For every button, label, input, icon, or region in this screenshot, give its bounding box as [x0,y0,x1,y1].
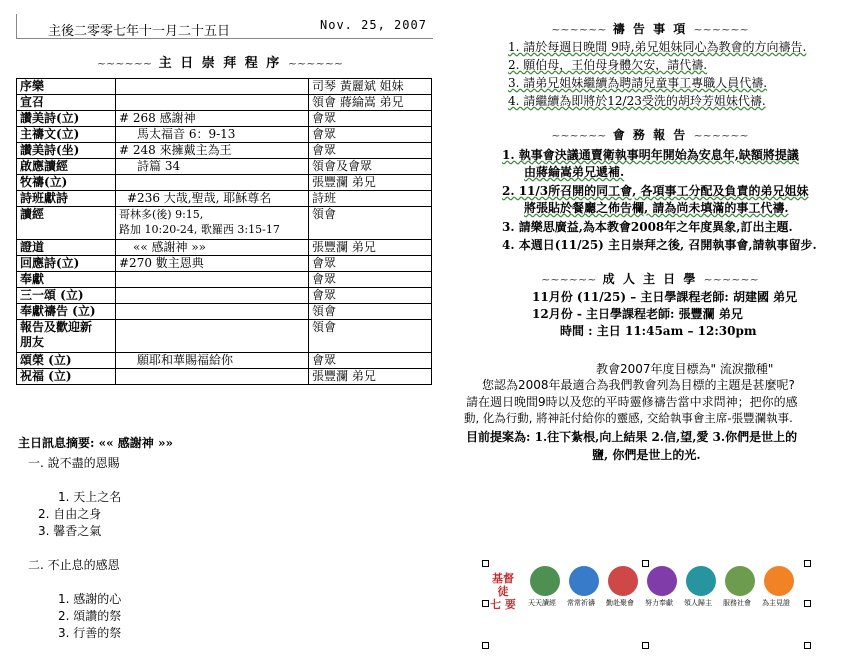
program-row [17,240,432,256]
program-content [116,127,309,143]
prayer-item: 4. 請繼續為即將於12/23受洗的胡玲芳姐妹代禱. [508,94,766,108]
program-person [309,207,432,240]
affairs-item-4 [502,236,817,253]
prayer-title [520,20,780,37]
program-item [17,369,116,385]
program-item-label: 序樂 [20,79,45,93]
program-item [17,127,116,143]
program-person-text: 張豐瀾 弟兄 [312,369,376,383]
prayer-item: 1. 請於每週日晚間 9時,弟兄姐妹同心為教會的方向禱告. [508,40,807,54]
program-content-text: 哥林多(後) 9:15, [119,208,204,221]
program-row [17,353,432,369]
program-content [116,143,309,159]
affairs-item-1 [502,146,799,180]
affairs-line: 4. 本週日(11/25) 主日崇拜之後, 召開執事會,請執事留步. [502,238,817,252]
program-person [309,159,432,175]
program-person [309,369,432,385]
program-item-label: 牧禱(立) [20,175,68,189]
program-row [17,79,432,95]
prayer-title-label: 禱 告 事 項 [612,22,688,36]
program-item [17,175,116,191]
squiggle-right: ~~~~~~ [693,129,749,142]
program-item [17,353,116,369]
adult-school-title-label: 成 人 主 日 學 [602,272,698,286]
program-row [17,111,432,127]
program-row [17,288,432,304]
program-content [116,111,309,127]
program-row [17,95,432,111]
program-item [17,111,116,127]
squiggle-right: ~~~~~~ [287,57,344,70]
program-person [309,127,432,143]
squiggle-left: ~~~~~~ [96,57,153,70]
program-content [116,288,309,304]
vision-line: 您認為2008年最適合為我們教會列為目標的主題是甚麼呢? [482,378,795,392]
program-person-text: 領會 [312,320,337,334]
program-content-text: 馬太福音 6：9-13 [137,127,236,141]
sermon-part2-item: 3. 行善的祭 [58,626,122,640]
program-person-text: 領會 [312,304,337,318]
program-content [116,95,309,111]
program-row [17,369,432,385]
adult-school-line: 時間 : 主日 11:45am – 12:30pm [560,324,757,338]
date-chinese: 主後二零零七年十一月二十五日 [48,24,231,39]
sermon-part1-item: 1. 天上之名 [58,490,122,504]
affairs-line: 1. 執事會決議通賣衛執事明年開始為安息年,缺額將提議 [502,148,799,162]
program-item-label: 奉獻 [20,272,45,286]
worship-program-table [16,78,432,385]
selection-handle[interactable] [642,642,649,649]
program-body [17,79,432,385]
program-item-label: 讀經 [20,207,45,221]
program-content [116,353,309,369]
program-item-label: 回應詩(立) [20,256,80,270]
program-person [309,79,432,95]
program-person-text: 會眾 [312,143,337,157]
sermon-part1-item: 2. 自由之身 [38,507,102,521]
program-person [309,288,432,304]
program-item-label: 奉獻禱告 (立) [20,304,96,318]
program-item-label: 朋友 [20,335,45,349]
program-person-text: 領會及會眾 [312,159,373,173]
program-content [116,191,309,207]
vision-line: 目前提案為: 1.往下紮根,向上結果 2.信,望,愛 3.你們是世上的 [466,430,798,444]
program-content-text: #270 數主恩典 [119,256,204,270]
program-person-text: 領會 [312,207,337,221]
logo-title-line: 基督徒 [492,572,514,598]
program-content [116,369,309,385]
worship-order-title [90,52,350,71]
affairs-title-label: 會 務 報 告 [612,128,688,142]
logo-caption: 常常祈禱 [567,599,595,607]
program-person-text: 會眾 [312,111,337,125]
program-person [309,175,432,191]
squiggle-left: ~~~~~~ [551,23,607,36]
program-item [17,288,116,304]
program-person-text: 會眾 [312,272,337,286]
logo-figure-icon [686,566,716,596]
program-content-text: #236 大哉,聖哉, 耶穌尊名 [127,191,272,205]
program-item-label: 宣召 [20,95,45,109]
program-item [17,95,116,111]
program-row [17,304,432,320]
program-row [17,272,432,288]
sermon-heading: 主日訊息摘要: «« 感謝神 »» [18,436,173,450]
program-person [309,191,432,207]
selection-handle[interactable] [804,600,811,607]
program-item [17,207,116,240]
affairs-line: 3. 請樂思廣益,為本教會2008年之年度異象,訂出主題. [502,220,793,234]
program-person [309,143,432,159]
program-person-text: 詩班 [312,191,337,205]
program-content-text: «« 感謝神 »» [133,240,206,254]
program-person [309,111,432,127]
program-item [17,240,116,256]
adult-school-line: 11月份 (11/25) – 主日學課程老師: 胡建國 弟兄 [532,290,798,304]
program-item [17,272,116,288]
program-row [17,143,432,159]
program-content [116,175,309,191]
program-item [17,79,116,95]
program-item-label: 主禱文(立) [20,127,80,141]
program-item-label: 讚美詩(坐) [20,143,80,157]
sermon-part2-item: 2. 頌讚的祭 [58,609,122,623]
program-person [309,353,432,369]
squiggle-right: ~~~~~~ [703,273,759,286]
program-content [116,79,309,95]
prayer-item: 3. 請弟兄姐妹繼續為聘請兒童事工專職人員代禱. [508,76,768,90]
vision-line: 鹽, 你們是世上的光. [592,448,701,462]
program-item [17,143,116,159]
program-person [309,240,432,256]
program-item-label: 詩班獻詩 [20,191,69,205]
program-person-text: 會眾 [312,288,337,302]
program-content [116,272,309,288]
seven-essentials-logo[interactable] [482,560,812,650]
squiggle-left: ~~~~~~ [551,129,607,142]
header-left-border [16,14,17,38]
logo-figure-icon [569,566,599,596]
sermon-part2-item: 1. 感謝的心 [58,592,122,606]
affairs-line: 由蔣綸嵩弟兄遞補. [524,165,625,179]
program-content [116,256,309,272]
logo-caption: 服務社會 [723,599,751,607]
logo-figure-icon [725,566,755,596]
program-person [309,256,432,272]
program-person [309,95,432,111]
program-content [116,320,309,353]
date-english: Nov. 25, 2007 [320,18,427,32]
program-content [116,240,309,256]
program-item-label: 祝福 (立) [20,369,72,383]
program-person-text: 會眾 [312,353,337,367]
affairs-line: 2. 11/3所召開的同工會, 各項事工分配及負責的弟兄姐妹 [502,184,809,198]
program-content [116,207,309,240]
program-item [17,159,116,175]
program-row [17,256,432,272]
program-row [17,191,432,207]
sermon-part2-title: 二. 不止息的感恩 [28,558,120,572]
program-person [309,272,432,288]
selection-handle[interactable] [482,642,489,649]
prayer-item: 2. 願伯母，王伯母身體欠安，請代禱. [508,58,708,72]
program-content-text: 詩篇 34 [137,159,181,173]
vision-line: 動, 化為行動, 將神託付給你的靈感, 交給執事會主席-張豐瀾執事. [464,411,793,425]
logo-caption: 努力奉獻 [645,599,673,607]
program-content [116,304,309,320]
program-item-label: 報告及歡迎新 [20,320,93,334]
program-row [17,207,432,240]
program-item [17,320,116,353]
program-content-text: # 268 感謝神 [119,111,196,125]
selection-handle[interactable] [642,560,649,567]
program-person-text: 司琴 黃麗斌 姐妹 [312,79,404,93]
affairs-line: 將張貼於餐廳之佈告欄, 請為尚未填滿的事工代禱. [524,201,789,215]
worship-order-label: 主 日 崇 拜 程 序 [158,56,282,71]
vision-line: 教會2007年度目標為" 流淚撒種" [596,362,774,376]
selection-handle[interactable] [482,560,489,567]
program-content-text: 願耶和華賜福給你 [137,353,234,367]
adult-school-line: 12月份 - 主日學課程老師: 張豐瀾 弟兄 [532,307,743,321]
program-item-label: 頌榮 (立) [20,353,72,367]
logo-figure-icon [647,566,677,596]
affairs-item-2 [502,182,809,216]
program-content [116,159,309,175]
program-person-text: 張豐瀾 弟兄 [312,175,376,189]
program-item [17,256,116,272]
program-person-text: 會眾 [312,127,337,141]
affairs-item-3 [502,218,793,235]
logo-title-line: 七 要 [490,598,516,611]
program-person [309,320,432,353]
program-person-text: 張豐瀾 弟兄 [312,240,376,254]
vision-line: 請在週日晚間9時以及您的平時靈修禱告當中求問神；把你的感 [466,395,798,409]
program-person-text: 會眾 [312,256,337,270]
program-item [17,304,116,320]
selection-handle[interactable] [804,642,811,649]
program-row [17,320,432,353]
program-row [17,175,432,191]
program-person [309,304,432,320]
program-item-label: 讚美詩(立) [20,111,80,125]
logo-figure-icon [608,566,638,596]
program-content-text: 路加 10:20-24, 歌羅西 3:15-17 [119,223,280,236]
program-item-label: 證道 [20,240,45,254]
program-item [17,191,116,207]
logo-caption: 天天讀經 [528,599,556,607]
program-person-text: 領會 蔣綸嵩 弟兄 [312,95,404,109]
program-item-label: 啟應讀經 [20,159,69,173]
adult-school-title [520,270,780,287]
program-content-text: # 248 來擁戴主為王 [119,143,232,157]
program-row [17,159,432,175]
logo-caption: 為主見證 [762,599,790,607]
squiggle-right: ~~~~~~ [693,23,749,36]
logo-title [487,572,519,611]
logo-caption: 勤赴聚會 [606,599,634,607]
logo-figure-icon [764,566,794,596]
selection-handle[interactable] [804,560,811,567]
logo-figure-icon [530,566,560,596]
sermon-part1-title: 一. 說不盡的恩賜 [28,456,120,470]
header-divider [16,38,433,39]
affairs-title [520,126,780,143]
program-row [17,127,432,143]
sermon-part1-item: 3. 馨香之氣 [38,524,102,538]
logo-caption: 領人歸主 [684,599,712,607]
program-item-label: 三一頌 (立) [20,288,84,302]
squiggle-left: ~~~~~~ [541,273,597,286]
